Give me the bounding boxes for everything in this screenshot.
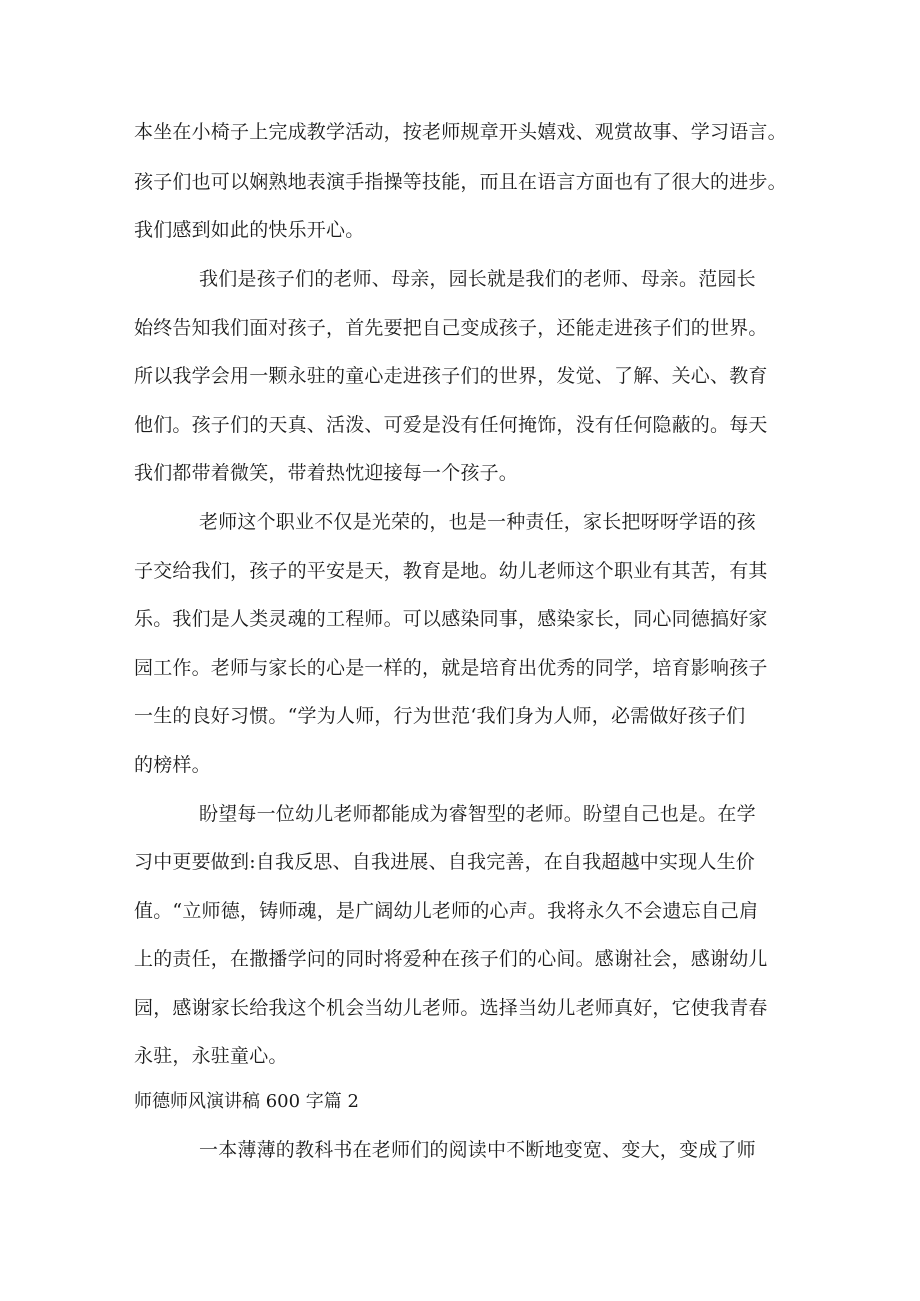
paragraph-2-line-2: 始终告知我们面对孩子，首先要把自己变成孩子，还能走进孩子们的世界。 [134,317,768,339]
paragraph-3-line-5: 一生的良好习惯。“学为人师，行为世范‘我们身为人师，必需做好孩子们 [134,705,746,727]
paragraph-4-line-6: 永驻，永驻童心。 [134,1045,288,1067]
paragraph-1-line-1: 本坐在小椅子上完成教学活动，按老师规章开头嬉戏、观赏故事、学习语言。 [134,121,787,143]
paragraph-5-line-1: 一本薄薄的教科书在老师们的阅读中不断地变宽、变大，变成了师 [199,1139,756,1161]
paragraph-2-line-1: 我们是孩子们的老师、母亲，园长就是我们的老师、母亲。范园长 [199,268,756,290]
paragraph-4-line-1: 盼望每一位幼儿老师都能成为睿智型的老师。盼望自己也是。在学 [199,803,756,825]
paragraph-1-line-3: 我们感到如此的快乐开心。 [134,219,365,241]
paragraph-3-line-2: 子交给我们，孩子的平安是天，教育是地。幼儿老师这个职业有其苦，有其 [134,560,768,582]
paragraph-4-line-5: 园，感谢家长给我这个机会当幼儿老师。选择当幼儿老师真好，它使我青春 [134,997,768,1019]
paragraph-1-line-2: 孩子们也可以娴熟地表演手指操等技能，而且在语言方面也有了很大的进步。 [134,171,787,193]
paragraph-3-line-6: 的榜样。 [134,754,211,776]
paragraph-2-line-4: 他们。孩子们的天真、活泼、可爱是没有任何掩饰，没有任何隐蔽的。每天 [134,414,768,436]
paragraph-3-line-3: 乐。我们是人类灵魂的工程师。可以感染同事，感染家长，同心同德搞好家 [134,608,768,630]
paragraph-4-line-3: 值。“立师德，铸师魂，是广阔幼儿老师的心声。我将永久不会遗忘自己肩 [134,900,759,922]
paragraph-3-line-1: 老师这个职业不仅是光荣的，也是一种责任，家长把呀呀学语的孩 [199,511,756,533]
paragraph-4-line-4: 上的责任，在撒播学问的同时将爱种在孩子们的心间。感谢社会，感谢幼儿 [134,948,768,970]
paragraph-2-line-5: 我们都带着微笑，带着热忱迎接每一个孩子。 [134,462,519,484]
paragraph-3-line-4: 园工作。老师与家长的心是一样的，就是培育出优秀的同学，培育影响孩子 [134,657,768,679]
section-heading: 师德师风演讲稿 600 字篇 2 [134,1091,359,1112]
paragraph-2-line-3: 所以我学会用一颗永驻的童心走进孩子们的世界，发觉、了解、关心、教育 [134,365,768,387]
paragraph-4-line-2: 习中更要做到:自我反思、自我进展、自我完善，在自我超越中实现人生价 [134,851,756,873]
